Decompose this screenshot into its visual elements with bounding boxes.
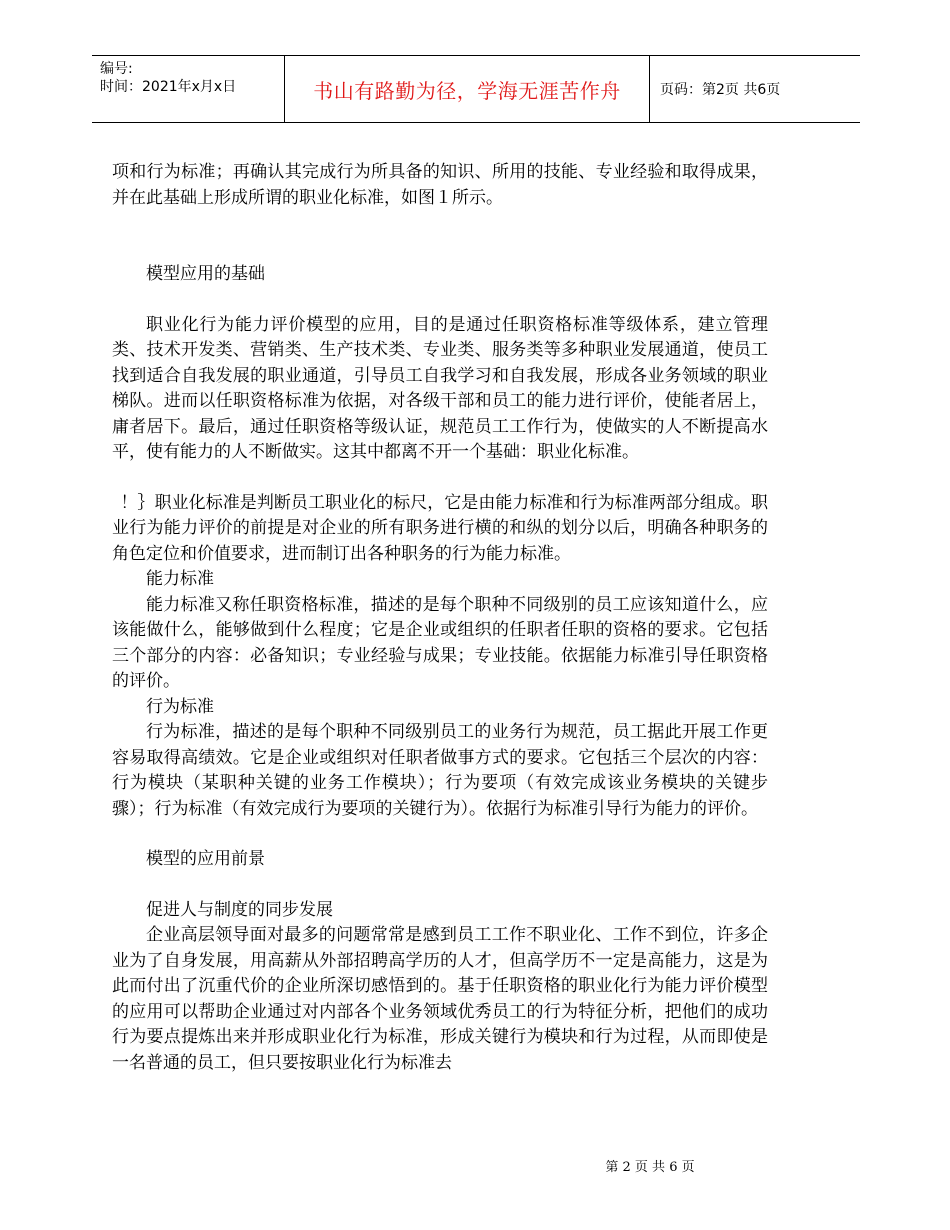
- date-label: 时间：2021年x月x日: [100, 79, 237, 95]
- document-body: [112, 160, 768, 1076]
- paragraph-4: 能力标准又称任职资格标准，描述的是每个职种不同级别的员工应该知道什么，应该能做什么，能够做到什么程度；它是企业或组织的任职者任职的资格的要求。它包括三个部分的内容：必备知识；专业经验与成果；专业技能。依据能力标准引导任职资格的评价。: [112, 594, 768, 691]
- header-page-label: 页码：第2页 共6页: [660, 82, 781, 98]
- header-motto: 书山有路勤为径，学海无涯苦作舟: [285, 56, 650, 122]
- paragraph-1: 项和行为标准；再确认其完成行为所具备的知识、所用的技能、专业经验和取得成果，并在此基础上形成所谓的职业化标准，如图１所示。: [112, 162, 768, 208]
- section-heading-basis: 模型应用的基础: [146, 264, 265, 284]
- section-heading-sync: 促进人与制度的同步发展: [146, 899, 333, 920]
- section-heading-ability: 能力标准: [146, 569, 214, 589]
- code-label: 编号:: [100, 61, 133, 77]
- document-header: [92, 55, 860, 123]
- header-meta: [92, 56, 285, 122]
- paragraph-5: 行为标准，描述的是每个职种不同级别员工的业务行为规范，员工据此开展工作更容易取得高绩效。它是企业或组织对任职者做事方式的要求。它包括三个层次的内容：行为模块（某职种关键的业务工作模块）；行为要项（有效完成该业务模块的关键步骤）；行为标准（有效完成行为要项的关键行为）。依据行为标准引导行为能力的评价。: [112, 722, 768, 819]
- section-heading-prospect: 模型的应用前景: [146, 849, 265, 869]
- section-heading-behavior: 行为标准: [146, 696, 214, 717]
- paragraph-3: ！｝职业化标准是判断员工职业化的标尺，它是由能力标准和行为标准两部分组成。职业行为能力评价的前提是对企业的所有职务进行横的和纵的划分以后，明确各种职务的角色定位和价值要求，进而制订出各种职务的行为能力标准。: [112, 492, 768, 564]
- paragraph-2: 职业化行为能力评价模型的应用，目的是通过任职资格标准等级体系，建立管理类、技术开发类、营销类、生产技术类、专业类、服务类等多种职业发展通道，使员工找到适合自我发展的职业通道，引导员工自我学习和自我发展，形成各业务领域的职业梯队。进而以任职资格标准为依据，对各级干部和员工的能力进行评价，使能者居上，庸者居下。最后，通过任职资格等级认证，规范员工工作行为，使做实的人不断提高水平，使有能力的人不断做实。这其中都离不开一个基础：职业化标准。: [112, 314, 768, 462]
- paragraph-6: 企业高层领导面对最多的问题常常是感到员工工作不职业化、工作不到位，许多企业为了自身发展，用高薪从外部招聘高学历的人才，但高学历不一定是高能力，这是为此而付出了沉重代价的企业所深切感悟到的。基于任职资格的职业化行为能力评价模型的应用可以帮助企业通过对内部各个业务领域优秀员工的行为特征分析，把他们的成功行为要点提炼出来并形成职业化行为标准，形成关键行为模块和行为过程，从而即使是一名普通的员工，但只要按职业化行为标准去: [112, 925, 768, 1073]
- page-footer: 第 2 页 共 6 页: [605, 1160, 695, 1175]
